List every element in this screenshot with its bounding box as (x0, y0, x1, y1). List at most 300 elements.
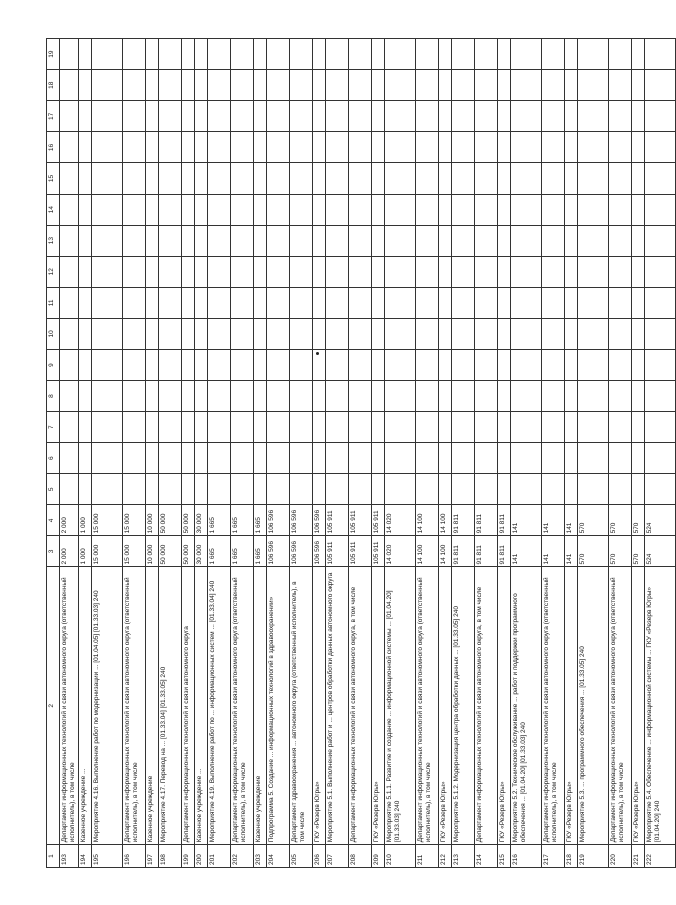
empty-cell (254, 225, 267, 256)
total-amount-cell: 91 811 (475, 536, 498, 567)
empty-cell (542, 256, 565, 287)
empty-cell (565, 318, 578, 349)
empty-cell (385, 412, 416, 443)
empty-cell (92, 287, 123, 318)
total-amount-cell: 524 (645, 536, 676, 567)
empty-cell (452, 287, 475, 318)
row-description-cell: Мероприятие 4.17. Перевод на ... [01.33.04] [01.33.05] 240 (159, 567, 182, 845)
empty-cell (313, 318, 326, 349)
empty-cell (79, 287, 92, 318)
empty-cell (578, 381, 609, 412)
empty-cell (231, 412, 254, 443)
table-row (565, 39, 578, 868)
empty-cell (123, 132, 146, 163)
year-amount-cell: 141 (565, 505, 578, 536)
row-number-cell: 207 (326, 845, 349, 868)
table-row (254, 39, 267, 868)
table-row (511, 39, 542, 868)
year-amount-cell: 50 000 (159, 505, 182, 536)
empty-cell (159, 287, 182, 318)
empty-cell (632, 412, 645, 443)
empty-cell (578, 443, 609, 474)
row-number-cell: 196 (123, 845, 146, 868)
empty-cell (267, 101, 290, 132)
empty-cell (632, 225, 645, 256)
empty-cell (385, 163, 416, 194)
empty-cell (254, 443, 267, 474)
empty-cell (609, 318, 632, 349)
total-amount-cell: 570 (632, 536, 645, 567)
empty-cell (60, 194, 79, 225)
empty-cell (290, 225, 313, 256)
empty-cell (92, 412, 123, 443)
empty-cell (267, 70, 290, 101)
empty-cell (195, 349, 208, 380)
empty-cell (123, 256, 146, 287)
empty-cell (542, 474, 565, 505)
empty-cell (452, 194, 475, 225)
empty-cell (452, 474, 475, 505)
year-amount-cell: 570 (632, 505, 645, 536)
empty-cell (609, 381, 632, 412)
empty-cell (609, 412, 632, 443)
empty-cell (326, 39, 349, 70)
empty-cell (349, 381, 372, 412)
total-amount-cell: 30 000 (195, 536, 208, 567)
empty-cell (146, 474, 159, 505)
empty-cell (208, 287, 231, 318)
empty-cell (146, 443, 159, 474)
empty-cell (254, 412, 267, 443)
empty-cell (645, 443, 676, 474)
header-cell: 17 (47, 101, 60, 132)
empty-cell (254, 194, 267, 225)
row-number-cell: 208 (349, 845, 372, 868)
row-number-cell: 212 (439, 845, 452, 868)
empty-cell (452, 318, 475, 349)
empty-cell (182, 474, 195, 505)
empty-cell (645, 381, 676, 412)
empty-cell (632, 39, 645, 70)
empty-cell (313, 163, 326, 194)
empty-cell (60, 318, 79, 349)
row-description-cell: Казенное учреждение (146, 567, 159, 845)
empty-cell (475, 225, 498, 256)
empty-cell (208, 194, 231, 225)
empty-cell (79, 474, 92, 505)
empty-cell (159, 318, 182, 349)
total-amount-cell: 14 100 (416, 536, 439, 567)
empty-cell (609, 194, 632, 225)
year-amount-cell: 570 (578, 505, 609, 536)
table-row (498, 39, 511, 868)
empty-cell (267, 287, 290, 318)
empty-cell (385, 194, 416, 225)
table-row (290, 39, 313, 868)
empty-cell (146, 318, 159, 349)
empty-cell (349, 256, 372, 287)
header-cell: 2 (47, 567, 60, 845)
empty-cell (326, 163, 349, 194)
empty-cell (182, 412, 195, 443)
empty-cell (159, 70, 182, 101)
empty-cell (123, 39, 146, 70)
empty-cell (439, 349, 452, 380)
empty-cell (632, 70, 645, 101)
empty-cell (565, 39, 578, 70)
empty-cell (326, 101, 349, 132)
empty-cell (146, 163, 159, 194)
empty-cell (385, 132, 416, 163)
empty-cell (92, 163, 123, 194)
empty-cell (267, 163, 290, 194)
empty-cell (645, 318, 676, 349)
empty-cell (609, 39, 632, 70)
empty-cell (349, 70, 372, 101)
empty-cell (565, 287, 578, 318)
row-number-cell: 205 (290, 845, 313, 868)
empty-cell (632, 194, 645, 225)
empty-cell (372, 256, 385, 287)
empty-cell (159, 163, 182, 194)
empty-cell (439, 39, 452, 70)
row-number-cell: 219 (578, 845, 609, 868)
empty-cell (609, 70, 632, 101)
budget-table (46, 38, 676, 868)
row-number-cell: 200 (195, 845, 208, 868)
empty-cell (195, 70, 208, 101)
empty-cell (313, 474, 326, 505)
empty-cell (542, 225, 565, 256)
table-row (452, 39, 475, 868)
empty-cell (195, 287, 208, 318)
empty-cell (645, 349, 676, 380)
empty-cell (452, 256, 475, 287)
empty-cell (182, 318, 195, 349)
row-description-cell: Департамент информационных технологий и связи автономного округа (182, 567, 195, 845)
empty-cell (231, 443, 254, 474)
empty-cell (645, 39, 676, 70)
row-number-cell: 216 (511, 845, 542, 868)
empty-cell (231, 381, 254, 412)
empty-cell (542, 318, 565, 349)
empty-cell (439, 132, 452, 163)
empty-cell (182, 39, 195, 70)
total-amount-cell: 15 000 (123, 536, 146, 567)
empty-cell (313, 443, 326, 474)
empty-cell (632, 318, 645, 349)
empty-cell (159, 256, 182, 287)
header-cell: 12 (47, 256, 60, 287)
empty-cell (645, 194, 676, 225)
empty-cell (475, 349, 498, 380)
empty-cell (416, 381, 439, 412)
empty-cell (372, 225, 385, 256)
empty-cell (498, 349, 511, 380)
empty-cell (645, 474, 676, 505)
row-description-cell: Мероприятие 5.1. Выполнение работ и ... центров обработки данных автономного округа (326, 567, 349, 845)
total-amount-cell: 106 596 (267, 536, 290, 567)
empty-cell (195, 443, 208, 474)
empty-cell (208, 443, 231, 474)
empty-cell (290, 70, 313, 101)
empty-cell (60, 132, 79, 163)
empty-cell (578, 318, 609, 349)
total-amount-cell: 570 (578, 536, 609, 567)
empty-cell (208, 381, 231, 412)
empty-cell (231, 132, 254, 163)
row-number-cell: 204 (267, 845, 290, 868)
empty-cell (313, 349, 326, 380)
year-amount-cell: 30 000 (195, 505, 208, 536)
empty-cell (578, 70, 609, 101)
empty-cell (452, 70, 475, 101)
empty-cell (349, 412, 372, 443)
empty-cell (267, 381, 290, 412)
table-body (60, 39, 676, 868)
empty-cell (159, 412, 182, 443)
empty-cell (231, 163, 254, 194)
empty-cell (123, 101, 146, 132)
empty-cell (439, 381, 452, 412)
empty-cell (313, 194, 326, 225)
total-amount-cell: 105 911 (372, 536, 385, 567)
year-amount-cell: 570 (609, 505, 632, 536)
empty-cell (511, 381, 542, 412)
empty-cell (195, 412, 208, 443)
row-number-cell: 209 (372, 845, 385, 868)
year-amount-cell: 1 665 (254, 505, 267, 536)
empty-cell (123, 474, 146, 505)
empty-cell (565, 381, 578, 412)
empty-cell (231, 101, 254, 132)
empty-cell (372, 101, 385, 132)
row-number-cell: 193 (60, 845, 79, 868)
empty-cell (254, 318, 267, 349)
row-description-cell: Казенное учреждение ... (79, 567, 92, 845)
empty-cell (123, 163, 146, 194)
year-amount-cell: 91 811 (475, 505, 498, 536)
empty-cell (313, 225, 326, 256)
empty-cell (267, 318, 290, 349)
row-number-cell: 213 (452, 845, 475, 868)
header-cell: 14 (47, 194, 60, 225)
empty-cell (511, 194, 542, 225)
empty-cell (632, 163, 645, 194)
empty-cell (632, 101, 645, 132)
empty-cell (208, 256, 231, 287)
empty-cell (254, 132, 267, 163)
table-row (416, 39, 439, 868)
empty-cell (372, 194, 385, 225)
empty-cell (146, 132, 159, 163)
empty-cell (290, 287, 313, 318)
empty-cell (290, 381, 313, 412)
empty-cell (511, 225, 542, 256)
empty-cell (475, 70, 498, 101)
table-row (60, 39, 79, 868)
empty-cell (542, 70, 565, 101)
row-description-cell: Департамент информационных технологий и связи автономного округа (ответственный исполнитель), в том числе (60, 567, 79, 845)
table-row (385, 39, 416, 868)
header-cell: 16 (47, 132, 60, 163)
year-amount-cell: 15 000 (123, 505, 146, 536)
empty-cell (609, 225, 632, 256)
empty-cell (326, 381, 349, 412)
empty-cell (290, 163, 313, 194)
empty-cell (498, 132, 511, 163)
empty-cell (254, 381, 267, 412)
empty-cell (565, 194, 578, 225)
row-number-cell: 222 (645, 845, 676, 868)
empty-cell (452, 412, 475, 443)
table-row (439, 39, 452, 868)
empty-cell (326, 318, 349, 349)
empty-cell (475, 39, 498, 70)
empty-cell (182, 101, 195, 132)
empty-cell (208, 318, 231, 349)
empty-cell (439, 287, 452, 318)
empty-cell (60, 163, 79, 194)
empty-cell (254, 474, 267, 505)
empty-cell (416, 349, 439, 380)
empty-cell (416, 101, 439, 132)
empty-cell (372, 39, 385, 70)
empty-cell (267, 194, 290, 225)
empty-cell (372, 132, 385, 163)
row-description-cell: ГКУ «Резерв Югры» (498, 567, 511, 845)
empty-cell (195, 318, 208, 349)
empty-cell (231, 318, 254, 349)
year-amount-cell: 15 000 (92, 505, 123, 536)
empty-cell (385, 39, 416, 70)
row-description-cell: ГКУ «Резерв Югры» (565, 567, 578, 845)
empty-cell (475, 163, 498, 194)
empty-cell (578, 349, 609, 380)
empty-cell (231, 287, 254, 318)
empty-cell (578, 101, 609, 132)
empty-cell (609, 287, 632, 318)
row-description-cell: Департамент информационных технологий и связи автономного округа (ответственный исполнитель), в том числе (609, 567, 632, 845)
total-amount-cell: 1 665 (208, 536, 231, 567)
header-cell: 15 (47, 163, 60, 194)
empty-cell (385, 474, 416, 505)
header-cell: 3 (47, 536, 60, 567)
empty-cell (146, 256, 159, 287)
empty-cell (511, 318, 542, 349)
empty-cell (452, 381, 475, 412)
empty-cell (565, 225, 578, 256)
empty-cell (290, 318, 313, 349)
empty-cell (349, 318, 372, 349)
empty-cell (349, 194, 372, 225)
empty-cell (313, 70, 326, 101)
empty-cell (475, 381, 498, 412)
empty-cell (498, 101, 511, 132)
empty-cell (267, 132, 290, 163)
header-cell: 4 (47, 505, 60, 536)
empty-cell (254, 349, 267, 380)
total-amount-cell: 570 (609, 536, 632, 567)
empty-cell (290, 349, 313, 380)
empty-cell (452, 132, 475, 163)
row-description-cell: Мероприятие 5.1.1. Развитие и создание ... информационной системы ... [01.04.20] [01.33.03] 240 (385, 567, 416, 845)
empty-cell (475, 256, 498, 287)
empty-cell (498, 474, 511, 505)
empty-cell (159, 225, 182, 256)
total-amount-cell: 141 (565, 536, 578, 567)
empty-cell (511, 412, 542, 443)
empty-cell (60, 443, 79, 474)
empty-cell (182, 132, 195, 163)
table-row (123, 39, 146, 868)
empty-cell (385, 349, 416, 380)
empty-cell (609, 132, 632, 163)
empty-cell (475, 443, 498, 474)
empty-cell (542, 381, 565, 412)
year-amount-cell: 14 100 (416, 505, 439, 536)
empty-cell (195, 225, 208, 256)
empty-cell (92, 381, 123, 412)
year-amount-cell: 106 596 (313, 505, 326, 536)
empty-cell (267, 474, 290, 505)
empty-cell (511, 132, 542, 163)
empty-cell (542, 132, 565, 163)
empty-cell (511, 39, 542, 70)
row-description-cell: Департамент информационных технологий и связи автономного округа, в том числе (349, 567, 372, 845)
empty-cell (208, 412, 231, 443)
empty-cell (254, 163, 267, 194)
total-amount-cell: 50 000 (159, 536, 182, 567)
empty-cell (123, 194, 146, 225)
header-cell: 9 (47, 349, 60, 380)
empty-cell (475, 287, 498, 318)
empty-cell (498, 256, 511, 287)
empty-cell (92, 474, 123, 505)
empty-cell (146, 194, 159, 225)
empty-cell (79, 70, 92, 101)
empty-cell (609, 163, 632, 194)
empty-cell (542, 39, 565, 70)
empty-cell (498, 39, 511, 70)
empty-cell (92, 101, 123, 132)
empty-cell (182, 381, 195, 412)
empty-cell (254, 39, 267, 70)
table-row (578, 39, 609, 868)
empty-cell (511, 256, 542, 287)
empty-cell (79, 318, 92, 349)
table-row (208, 39, 231, 868)
row-description-cell: Подпрограмма 5. Создание ... информационных технологий в здравоохранении» (267, 567, 290, 845)
row-description-cell: Департамент здравоохранения ... автономного округа (ответственный исполнитель), в том числе (290, 567, 313, 845)
empty-cell (385, 70, 416, 101)
empty-cell (182, 256, 195, 287)
header-cell: 8 (47, 381, 60, 412)
row-description-cell: Казенное учреждение ... (195, 567, 208, 845)
row-description-cell: Казенное учреждение (254, 567, 267, 845)
empty-cell (385, 101, 416, 132)
row-number-cell: 217 (542, 845, 565, 868)
total-amount-cell: 106 596 (290, 536, 313, 567)
empty-cell (326, 256, 349, 287)
empty-cell (123, 349, 146, 380)
empty-cell (439, 474, 452, 505)
empty-cell (609, 101, 632, 132)
empty-cell (159, 381, 182, 412)
empty-cell (79, 163, 92, 194)
empty-cell (349, 101, 372, 132)
empty-cell (290, 412, 313, 443)
